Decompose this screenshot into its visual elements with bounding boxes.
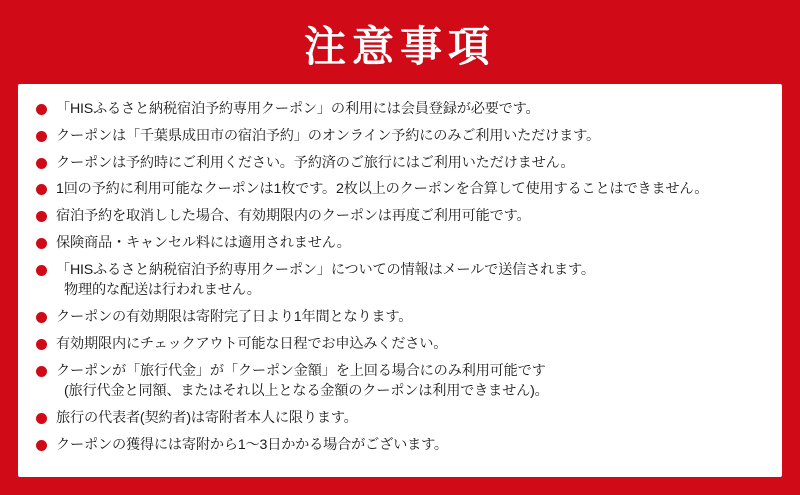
bullet-icon	[36, 131, 47, 142]
list-item	[36, 127, 766, 146]
notice-list	[36, 100, 766, 454]
list-item-text: 宿泊予約を取消しした場合、有効期限内のクーポンは再度ご利用可能です。	[56, 208, 531, 225]
list-item-text: クーポンが「旅行代金」が「クーポン金額」を上回る場合にのみ利用可能です	[56, 362, 546, 379]
list-item	[36, 335, 766, 354]
list-item-text: クーポンの獲得には寄附から1〜3日かかる場合がございます。	[56, 436, 448, 453]
list-item-subtext: 物理的な配送は行われません。	[64, 282, 261, 299]
list-item-text: クーポンは予約時にご利用ください。予約済のご旅行にはご利用いただけません。	[56, 154, 575, 171]
list-item	[36, 180, 766, 199]
list-item-text: 1回の予約に利用可能なクーポンは1枚です。2枚以上のクーポンを合算して使用することはできません。	[56, 181, 709, 198]
list-item-text: 保険商品・キャンセル料には適用されません。	[56, 234, 351, 251]
list-item	[36, 409, 766, 428]
list-item	[36, 100, 766, 119]
bullet-icon	[36, 440, 47, 451]
list-item	[36, 436, 766, 455]
list-item	[36, 154, 766, 173]
list-item	[36, 234, 766, 253]
list-item	[36, 207, 766, 226]
bullet-icon	[36, 265, 47, 276]
list-item	[36, 308, 766, 327]
list-item-subtext: (旅行代金と同額、またはそれ以上となる金額のクーポンは利用できません)。	[64, 383, 549, 400]
list-item-text: 有効期限内にチェックアウト可能な日程でお申込みください。	[56, 335, 448, 352]
bullet-icon	[36, 366, 47, 377]
bullet-icon	[36, 238, 47, 249]
bullet-icon	[36, 413, 47, 424]
list-item-text: 「HISふるさと納税宿泊予約専用クーポン」の利用には会員登録が必要です。	[56, 101, 540, 118]
bullet-icon	[36, 339, 47, 350]
list-item-text: 旅行の代表者(契約者)は寄附者本人に限ります。	[56, 410, 358, 426]
bullet-icon	[36, 211, 47, 222]
notice-panel	[18, 84, 782, 477]
page-title: 注意事項	[303, 23, 496, 70]
list-item	[36, 261, 766, 300]
list-item-text: クーポンの有効期限は寄附完了日より1年間となります。	[56, 309, 413, 326]
list-item	[36, 362, 766, 401]
list-item-text: クーポンは「千葉県成田市の宿泊予約」のオンライン予約にのみご利用いただけます。	[56, 127, 600, 144]
bullet-icon	[36, 104, 47, 115]
bullet-icon	[36, 312, 47, 323]
bullet-icon	[36, 158, 47, 169]
list-item-text: 「HISふるさと納税宿泊予約専用クーポン」についての情報はメールで送信されます。	[56, 261, 595, 278]
bullet-icon	[36, 184, 47, 195]
